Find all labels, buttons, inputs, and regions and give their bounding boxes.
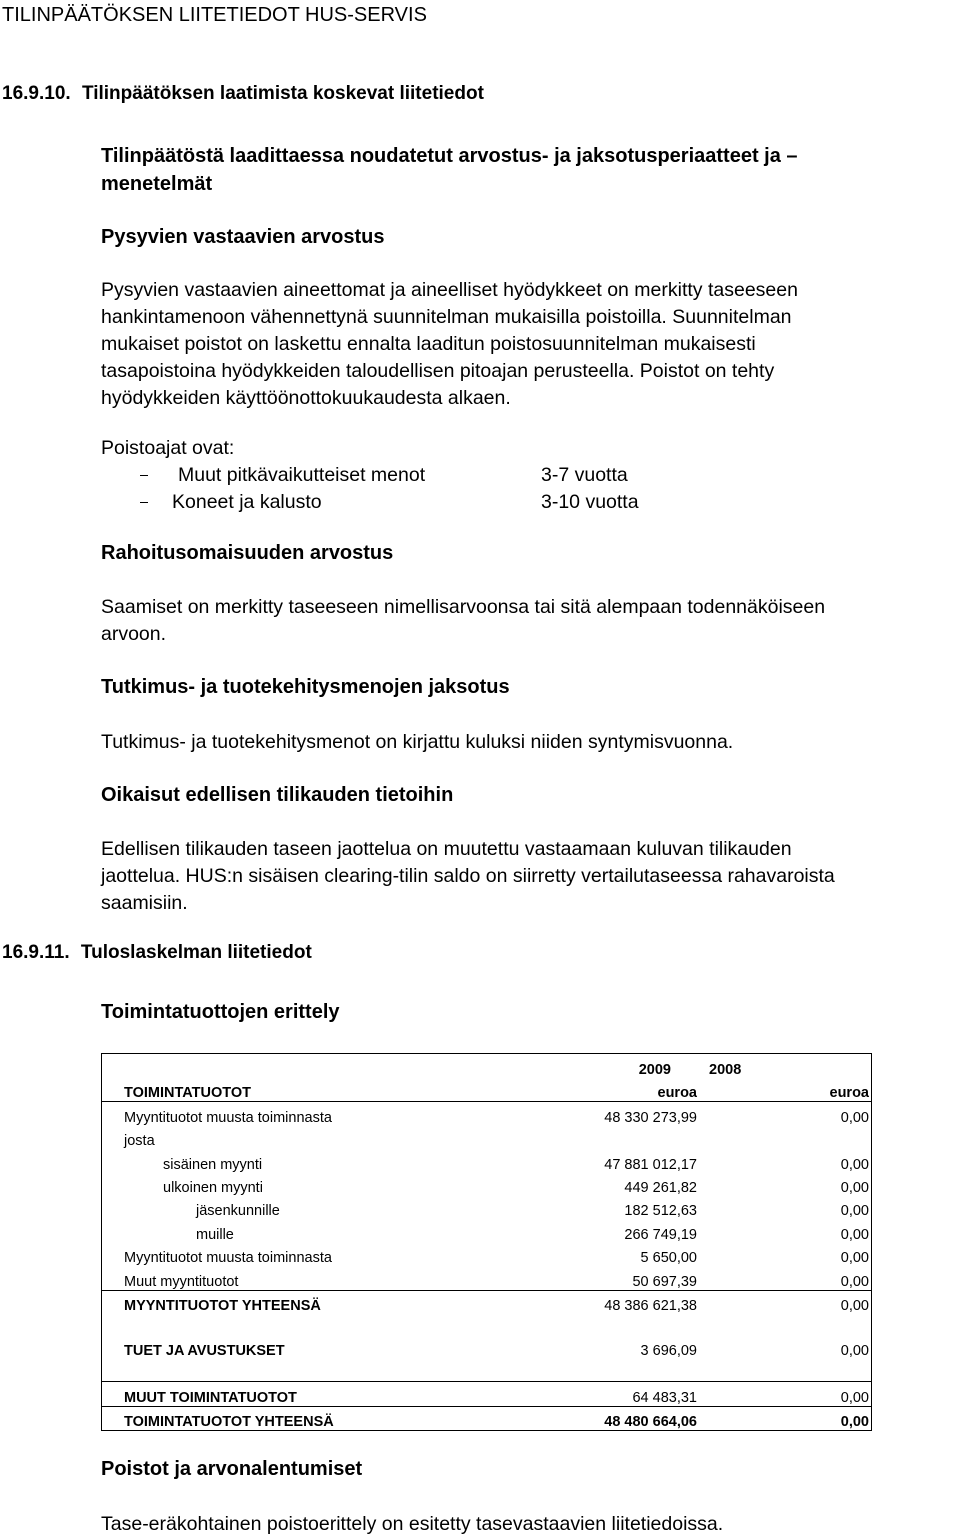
table-row <box>102 1290 872 1314</box>
dash-icon <box>140 475 148 476</box>
row-label: MYYNTITUOTOT YHTEENSÄ <box>102 1290 522 1314</box>
paragraph-line: jaottelua. HUS:n sisäisen clearing-tilin saldo on siirretty vertailutaseessa rahavaroista <box>101 865 835 887</box>
table-row <box>102 1173 872 1196</box>
document-header: TILINPÄÄTÖKSEN LIITETIEDOT HUS-SERVIS <box>2 4 427 26</box>
table-row <box>102 1243 872 1266</box>
table-row <box>102 1336 872 1359</box>
row-value-2008: 0,00 <box>701 1290 872 1314</box>
row-value-2008: 0,00 <box>840 1414 869 1431</box>
fixed-assets-paragraph <box>101 277 798 412</box>
row-value-2009: 50 697,39 <box>632 1273 697 1290</box>
row-value-2008: 0,00 <box>840 1179 869 1196</box>
depreciation-item-label: Muut pitkävaikutteiset menot <box>178 464 426 486</box>
row-value-2009: 64 483,31 <box>521 1382 701 1406</box>
year-2009: 2009 <box>638 1062 671 1078</box>
table-spacer <box>102 1359 872 1382</box>
principles-title-line-2: menetelmät <box>101 173 213 195</box>
depreciation-item <box>140 489 322 516</box>
paragraph-line: Pysyvien vastaavien aineettomat ja aineelliset hyödykkeet on merkitty taseeseen <box>101 279 798 301</box>
row-value-2009: 266 749,19 <box>624 1226 697 1243</box>
principles-title <box>101 142 798 198</box>
row-value-2009: 3 696,09 <box>640 1343 697 1360</box>
income-table <box>101 1053 872 1431</box>
table-header-row <box>102 1054 872 1079</box>
section-number: 16.9.11. <box>2 942 70 963</box>
rnd-title: Tutkimus- ja tuotekehitysmenojen jaksotus <box>101 676 510 698</box>
corrections-paragraph <box>101 836 835 917</box>
section-number: 16.9.10. <box>2 83 71 104</box>
financial-assets-title: Rahoitusomaisuuden arvostus <box>101 542 394 564</box>
row-label: sisäinen myynti <box>163 1156 263 1173</box>
row-value-2009: 449 261,82 <box>624 1179 697 1196</box>
row-value-2008 <box>701 1126 872 1149</box>
section-heading-16-9-11 <box>2 942 312 964</box>
row-label: MUUT TOIMINTATUOTOT <box>102 1382 522 1406</box>
fixed-assets-title: Pysyvien vastaavien arvostus <box>101 226 385 248</box>
row-value-2008: 0,00 <box>840 1226 869 1243</box>
table-row <box>102 1126 872 1149</box>
depreciation-text: Tase-eräkohtainen poistoerittely on esitetty tasevastaavien liitetiedoissa. <box>101 1513 724 1535</box>
paragraph-line: tasapoistoina hyödykkeiden taloudellisen pitoajan perusteella. Poistot on tehty <box>101 360 775 382</box>
row-value-2009: 5 650,00 <box>640 1250 697 1267</box>
depreciation-intro: Poistoajat ovat: <box>101 437 235 459</box>
table-row <box>102 1382 872 1406</box>
section-title: Tilinpäätöksen laatimista koskevat liitetiedot <box>81 83 484 104</box>
row-value-2009: 48 330 273,99 <box>521 1102 701 1126</box>
table-row <box>102 1196 872 1219</box>
section-heading-16-9-10 <box>2 83 484 105</box>
row-value-2009: 48 480 664,06 <box>604 1414 697 1431</box>
row-value-2008: 0,00 <box>840 1250 869 1267</box>
depreciation-item-label: Koneet ja kalusto <box>172 491 322 513</box>
table-row <box>102 1406 872 1430</box>
dash-icon <box>140 502 148 503</box>
row-label: muille <box>196 1226 234 1243</box>
year-2008: 2008 <box>709 1062 742 1078</box>
paragraph-line: Saamiset on merkitty taseeseen nimellisarvoonsa tai sitä alempaan todennäköiseen <box>101 596 826 618</box>
income-breakdown-title: Toimintatuottojen erittely <box>101 1001 340 1023</box>
row-label: josta <box>124 1133 155 1150</box>
row-value-2008: 0,00 <box>840 1273 869 1290</box>
section-title: Tuloslaskelman liitetiedot <box>80 942 312 963</box>
financial-assets-paragraph <box>101 594 825 648</box>
table-heading: TOIMINTATUOTOT <box>124 1085 251 1102</box>
row-value-2009: 182 512,63 <box>624 1203 697 1220</box>
unit-2008: euroa <box>829 1085 869 1102</box>
row-label: Muut myyntituotot <box>124 1273 239 1290</box>
depreciation-item-value: 3-7 vuotta <box>541 464 628 486</box>
table-row <box>102 1149 872 1172</box>
row-value-2008: 0,00 <box>840 1203 869 1220</box>
principles-title-line-1: Tilinpäätöstä laadittaessa noudatetut arvostus- ja jaksotusperiaatteet ja – <box>101 145 798 167</box>
row-value-2008: 0,00 <box>840 1343 869 1360</box>
depreciation-title: Poistot ja arvonalentumiset <box>101 1458 363 1480</box>
paragraph-line: hankintamenoon vähennettynä suunnitelman mukaisilla poistoilla. Suunnitelman <box>101 306 792 328</box>
row-value-2009 <box>521 1126 701 1149</box>
table-row <box>102 1266 872 1290</box>
row-value-2009: 48 386 621,38 <box>521 1290 701 1314</box>
row-value-2008: 0,00 <box>701 1382 872 1406</box>
table-row <box>102 1102 872 1126</box>
table-row <box>102 1219 872 1242</box>
paragraph-line: Edellisen tilikauden taseen jaottelua on muutettu vastaamaan kuluvan tilikauden <box>101 838 792 860</box>
unit-2009: euroa <box>657 1085 697 1102</box>
corrections-title: Oikaisut edellisen tilikauden tietoihin <box>101 784 454 806</box>
paragraph-line: hyödykkeiden käyttöönottokuukaudesta alkaen. <box>101 387 511 409</box>
row-label: TUET JA AVUSTUKSET <box>124 1343 285 1360</box>
depreciation-item <box>140 462 425 489</box>
row-value-2008: 0,00 <box>840 1156 869 1173</box>
depreciation-item-value: 3-10 vuotta <box>541 491 639 513</box>
paragraph-line: saamisiin. <box>101 892 188 914</box>
row-label: TOIMINTATUOTOT YHTEENSÄ <box>124 1414 334 1431</box>
row-label: Myyntituotot muusta toiminnasta <box>102 1102 522 1126</box>
paragraph-line: mukaiset poistot on laskettu ennalta laaditun poistosuunnitelman mukaisesti <box>101 333 756 355</box>
row-label: ulkoinen myynti <box>163 1179 263 1196</box>
rnd-text: Tutkimus- ja tuotekehitysmenot on kirjattu kuluksi niiden syntymisvuonna. <box>101 731 734 753</box>
row-label: jäsenkunnille <box>196 1203 280 1220</box>
paragraph-line: arvoon. <box>101 623 167 645</box>
row-label: Myyntituotot muusta toiminnasta <box>124 1250 332 1267</box>
row-value-2009: 47 881 012,17 <box>604 1156 697 1173</box>
table-spacer <box>102 1314 872 1336</box>
row-value-2008: 0,00 <box>701 1102 872 1126</box>
